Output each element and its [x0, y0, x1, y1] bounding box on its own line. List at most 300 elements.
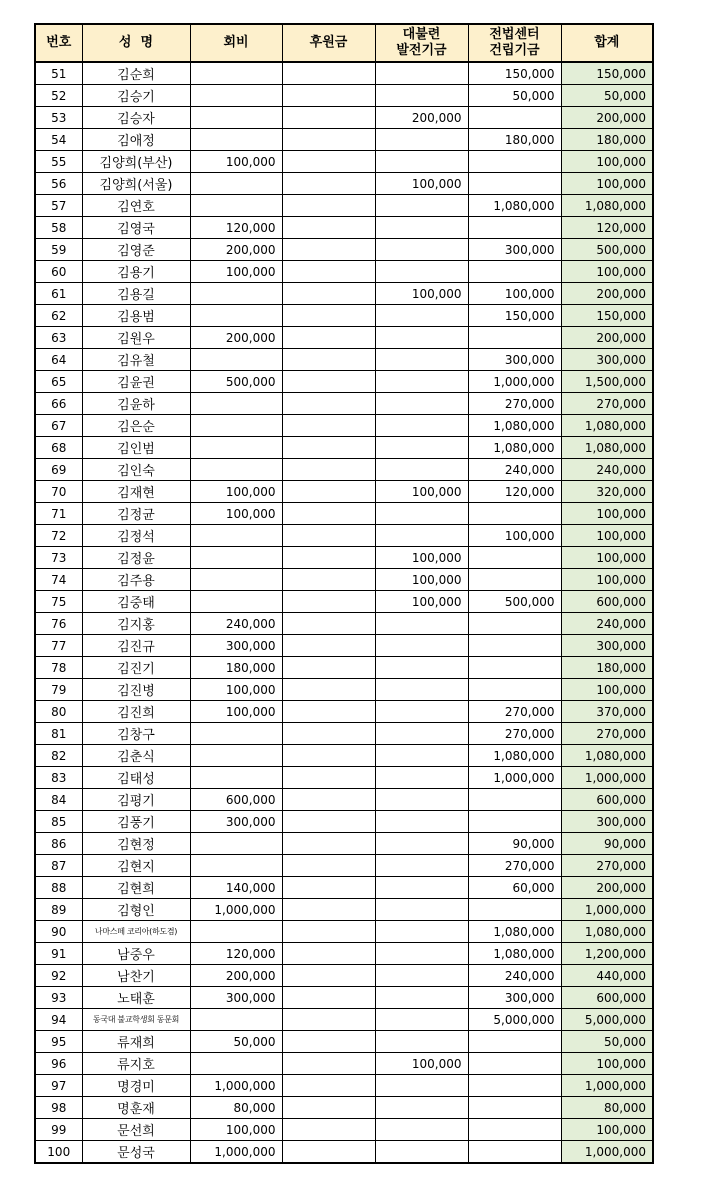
cell-center-building-fund [468, 217, 561, 239]
cell-name: 김연호 [82, 195, 190, 217]
cell-sponsorship [282, 129, 375, 151]
cell-sponsorship [282, 349, 375, 371]
cell-development-fund: 100,000 [375, 591, 468, 613]
cell-development-fund [375, 1031, 468, 1053]
table-row [35, 1075, 653, 1097]
cell-development-fund [375, 503, 468, 525]
cell-sponsorship [282, 943, 375, 965]
cell-name: 김춘식 [82, 745, 190, 767]
cell-total: 100,000 [561, 679, 653, 701]
cell-development-fund [375, 987, 468, 1009]
cell-development-fund [375, 129, 468, 151]
cell-number: 59 [35, 239, 82, 261]
cell-number: 81 [35, 723, 82, 745]
cell-total: 5,000,000 [561, 1009, 653, 1031]
cell-total: 100,000 [561, 525, 653, 547]
table-row [35, 1031, 653, 1053]
cell-total: 200,000 [561, 877, 653, 899]
cell-total: 1,080,000 [561, 437, 653, 459]
cell-sponsorship [282, 415, 375, 437]
cell-development-fund [375, 613, 468, 635]
cell-development-fund [375, 349, 468, 371]
cell-total: 200,000 [561, 107, 653, 129]
cell-number: 64 [35, 349, 82, 371]
cell-total: 100,000 [561, 151, 653, 173]
cell-total: 240,000 [561, 459, 653, 481]
cell-development-fund: 100,000 [375, 283, 468, 305]
cell-center-building-fund [468, 679, 561, 701]
cell-number: 66 [35, 393, 82, 415]
cell-fee [190, 129, 282, 151]
cell-development-fund [375, 415, 468, 437]
cell-sponsorship [282, 217, 375, 239]
cell-number: 67 [35, 415, 82, 437]
cell-center-building-fund [468, 173, 561, 195]
cell-center-building-fund: 1,080,000 [468, 437, 561, 459]
cell-sponsorship [282, 877, 375, 899]
cell-center-building-fund [468, 327, 561, 349]
cell-sponsorship [282, 591, 375, 613]
cell-development-fund [375, 1097, 468, 1119]
cell-fee [190, 745, 282, 767]
cell-total: 1,000,000 [561, 899, 653, 921]
cell-development-fund [375, 965, 468, 987]
cell-sponsorship [282, 173, 375, 195]
cell-sponsorship [282, 635, 375, 657]
cell-total: 270,000 [561, 723, 653, 745]
cell-fee [190, 85, 282, 107]
cell-number: 88 [35, 877, 82, 899]
cell-development-fund [375, 921, 468, 943]
cell-fee [190, 437, 282, 459]
cell-fee [190, 107, 282, 129]
table-row [35, 305, 653, 327]
table-row [35, 723, 653, 745]
cell-development-fund [375, 371, 468, 393]
cell-number: 77 [35, 635, 82, 657]
cell-name: 김진희 [82, 701, 190, 723]
cell-fee: 200,000 [190, 239, 282, 261]
header-number: 번호 [35, 24, 82, 62]
cell-center-building-fund [468, 261, 561, 283]
table-row [35, 591, 653, 613]
cell-sponsorship [282, 393, 375, 415]
cell-center-building-fund [468, 899, 561, 921]
cell-center-building-fund [468, 1097, 561, 1119]
cell-name: 김승기 [82, 85, 190, 107]
cell-center-building-fund: 1,080,000 [468, 921, 561, 943]
cell-name: 김창구 [82, 723, 190, 745]
cell-name: 김진병 [82, 679, 190, 701]
cell-total: 50,000 [561, 85, 653, 107]
table-row [35, 635, 653, 657]
cell-total: 320,000 [561, 481, 653, 503]
cell-fee: 1,000,000 [190, 1075, 282, 1097]
cell-fee: 100,000 [190, 701, 282, 723]
cell-development-fund [375, 261, 468, 283]
cell-name: 남중우 [82, 943, 190, 965]
cell-sponsorship [282, 327, 375, 349]
cell-number: 100 [35, 1141, 82, 1164]
header-development-fund-line1: 대불련 [402, 27, 441, 42]
cell-development-fund: 100,000 [375, 481, 468, 503]
cell-number: 76 [35, 613, 82, 635]
cell-total: 100,000 [561, 1119, 653, 1141]
header-center-building-fund-line1: 전법센터 [489, 27, 540, 42]
cell-number: 68 [35, 437, 82, 459]
cell-total: 300,000 [561, 349, 653, 371]
cell-fee: 600,000 [190, 789, 282, 811]
cell-center-building-fund [468, 1075, 561, 1097]
cell-number: 98 [35, 1097, 82, 1119]
cell-sponsorship [282, 723, 375, 745]
cell-development-fund [375, 943, 468, 965]
cell-number: 82 [35, 745, 82, 767]
table-row [35, 173, 653, 195]
cell-name: 김정윤 [82, 547, 190, 569]
cell-number: 61 [35, 283, 82, 305]
cell-center-building-fund: 150,000 [468, 305, 561, 327]
cell-fee: 120,000 [190, 943, 282, 965]
cell-sponsorship [282, 371, 375, 393]
cell-development-fund [375, 1009, 468, 1031]
cell-center-building-fund: 1,080,000 [468, 943, 561, 965]
cell-sponsorship [282, 459, 375, 481]
cell-number: 84 [35, 789, 82, 811]
cell-name: 김순희 [82, 62, 190, 85]
cell-center-building-fund [468, 1141, 561, 1164]
cell-center-building-fund [468, 657, 561, 679]
cell-fee: 300,000 [190, 635, 282, 657]
cell-name: 김지홍 [82, 613, 190, 635]
cell-fee: 100,000 [190, 481, 282, 503]
cell-number: 60 [35, 261, 82, 283]
cell-center-building-fund: 300,000 [468, 239, 561, 261]
cell-center-building-fund: 270,000 [468, 723, 561, 745]
cell-center-building-fund: 60,000 [468, 877, 561, 899]
cell-name: 김재현 [82, 481, 190, 503]
cell-center-building-fund: 90,000 [468, 833, 561, 855]
header-sponsorship: 후원금 [282, 24, 375, 62]
cell-total: 180,000 [561, 129, 653, 151]
donation-table [34, 23, 654, 1164]
cell-fee: 100,000 [190, 261, 282, 283]
cell-sponsorship [282, 525, 375, 547]
cell-number: 63 [35, 327, 82, 349]
cell-total: 600,000 [561, 987, 653, 1009]
cell-development-fund [375, 679, 468, 701]
cell-sponsorship [282, 789, 375, 811]
cell-center-building-fund [468, 789, 561, 811]
cell-total: 600,000 [561, 591, 653, 613]
cell-total: 270,000 [561, 855, 653, 877]
cell-development-fund [375, 789, 468, 811]
cell-number: 90 [35, 921, 82, 943]
cell-fee: 200,000 [190, 965, 282, 987]
cell-sponsorship [282, 1053, 375, 1075]
cell-name: 김인범 [82, 437, 190, 459]
cell-center-building-fund: 100,000 [468, 283, 561, 305]
cell-name: 김인숙 [82, 459, 190, 481]
cell-name: 김영준 [82, 239, 190, 261]
cell-development-fund [375, 1119, 468, 1141]
cell-fee [190, 62, 282, 85]
cell-number: 51 [35, 62, 82, 85]
cell-sponsorship [282, 261, 375, 283]
cell-development-fund [375, 525, 468, 547]
cell-fee [190, 1053, 282, 1075]
cell-name: 문선희 [82, 1119, 190, 1141]
cell-sponsorship [282, 745, 375, 767]
cell-name: 김양희(서울) [82, 173, 190, 195]
cell-center-building-fund: 1,000,000 [468, 767, 561, 789]
cell-total: 440,000 [561, 965, 653, 987]
cell-name: 김중태 [82, 591, 190, 613]
cell-total: 100,000 [561, 503, 653, 525]
cell-fee: 120,000 [190, 217, 282, 239]
cell-number: 56 [35, 173, 82, 195]
table-row [35, 745, 653, 767]
cell-name: 김현지 [82, 855, 190, 877]
cell-development-fund [375, 85, 468, 107]
cell-fee: 50,000 [190, 1031, 282, 1053]
cell-name: 남찬기 [82, 965, 190, 987]
cell-name: 류지호 [82, 1053, 190, 1075]
cell-development-fund: 100,000 [375, 1053, 468, 1075]
cell-center-building-fund: 120,000 [468, 481, 561, 503]
table-row [35, 415, 653, 437]
cell-center-building-fund [468, 811, 561, 833]
cell-name: 김정균 [82, 503, 190, 525]
table-row [35, 151, 653, 173]
cell-fee [190, 459, 282, 481]
cell-fee [190, 855, 282, 877]
cell-fee [190, 569, 282, 591]
cell-sponsorship [282, 833, 375, 855]
cell-center-building-fund: 270,000 [468, 393, 561, 415]
cell-development-fund: 100,000 [375, 173, 468, 195]
cell-fee [190, 305, 282, 327]
cell-fee: 100,000 [190, 503, 282, 525]
cell-number: 92 [35, 965, 82, 987]
cell-development-fund [375, 745, 468, 767]
cell-center-building-fund: 50,000 [468, 85, 561, 107]
cell-center-building-fund: 270,000 [468, 855, 561, 877]
cell-sponsorship [282, 1075, 375, 1097]
cell-fee [190, 921, 282, 943]
table-row [35, 965, 653, 987]
cell-sponsorship [282, 701, 375, 723]
table-row [35, 1097, 653, 1119]
cell-development-fund [375, 657, 468, 679]
cell-center-building-fund: 1,080,000 [468, 195, 561, 217]
cell-total: 150,000 [561, 62, 653, 85]
cell-sponsorship [282, 503, 375, 525]
cell-total: 90,000 [561, 833, 653, 855]
cell-sponsorship [282, 569, 375, 591]
cell-fee: 300,000 [190, 987, 282, 1009]
table-row [35, 877, 653, 899]
cell-sponsorship [282, 1009, 375, 1031]
cell-fee [190, 547, 282, 569]
cell-center-building-fund: 180,000 [468, 129, 561, 151]
cell-development-fund [375, 811, 468, 833]
cell-name: 김승자 [82, 107, 190, 129]
cell-center-building-fund: 500,000 [468, 591, 561, 613]
cell-sponsorship [282, 1031, 375, 1053]
table-row [35, 767, 653, 789]
table-row [35, 349, 653, 371]
table-row [35, 283, 653, 305]
cell-sponsorship [282, 811, 375, 833]
cell-total: 370,000 [561, 701, 653, 723]
cell-fee [190, 525, 282, 547]
cell-name: 김영국 [82, 217, 190, 239]
cell-number: 53 [35, 107, 82, 129]
cell-fee [190, 283, 282, 305]
cell-center-building-fund [468, 1119, 561, 1141]
cell-name: 김형인 [82, 899, 190, 921]
cell-number: 65 [35, 371, 82, 393]
cell-total: 80,000 [561, 1097, 653, 1119]
cell-total: 240,000 [561, 613, 653, 635]
cell-center-building-fund: 150,000 [468, 62, 561, 85]
table-header [35, 24, 653, 62]
cell-total: 100,000 [561, 547, 653, 569]
cell-total: 200,000 [561, 327, 653, 349]
cell-name: 김유철 [82, 349, 190, 371]
cell-name: 명훈재 [82, 1097, 190, 1119]
table-row [35, 85, 653, 107]
cell-name: 김애정 [82, 129, 190, 151]
cell-name: 김용길 [82, 283, 190, 305]
cell-center-building-fund [468, 1053, 561, 1075]
cell-name: 김양희(부산) [82, 151, 190, 173]
cell-development-fund [375, 899, 468, 921]
cell-center-building-fund [468, 151, 561, 173]
cell-fee: 100,000 [190, 151, 282, 173]
cell-development-fund [375, 151, 468, 173]
cell-name: 나마스떼 코리아(하도겸) [82, 921, 190, 943]
cell-center-building-fund [468, 635, 561, 657]
cell-sponsorship [282, 767, 375, 789]
cell-total: 1,500,000 [561, 371, 653, 393]
cell-development-fund [375, 877, 468, 899]
table-row [35, 525, 653, 547]
cell-total: 180,000 [561, 657, 653, 679]
cell-center-building-fund: 270,000 [468, 701, 561, 723]
cell-total: 600,000 [561, 789, 653, 811]
header-development-fund [375, 24, 468, 62]
cell-development-fund: 100,000 [375, 569, 468, 591]
header-center-building-fund [468, 24, 561, 62]
cell-number: 71 [35, 503, 82, 525]
cell-name: 김진기 [82, 657, 190, 679]
cell-fee: 100,000 [190, 1119, 282, 1141]
cell-total: 1,000,000 [561, 767, 653, 789]
table-row [35, 987, 653, 1009]
cell-development-fund [375, 62, 468, 85]
cell-sponsorship [282, 547, 375, 569]
cell-name: 김평기 [82, 789, 190, 811]
table-row [35, 701, 653, 723]
cell-total: 1,080,000 [561, 921, 653, 943]
cell-development-fund [375, 1075, 468, 1097]
cell-name: 김정석 [82, 525, 190, 547]
cell-total: 100,000 [561, 569, 653, 591]
cell-total: 50,000 [561, 1031, 653, 1053]
table-row [35, 62, 653, 85]
cell-fee: 1,000,000 [190, 899, 282, 921]
cell-number: 72 [35, 525, 82, 547]
table-row [35, 833, 653, 855]
cell-total: 200,000 [561, 283, 653, 305]
cell-fee: 1,000,000 [190, 1141, 282, 1164]
table-row [35, 327, 653, 349]
cell-sponsorship [282, 921, 375, 943]
cell-center-building-fund: 240,000 [468, 965, 561, 987]
table-row [35, 679, 653, 701]
table-row [35, 855, 653, 877]
header-fee: 회비 [190, 24, 282, 62]
cell-number: 55 [35, 151, 82, 173]
cell-number: 91 [35, 943, 82, 965]
cell-number: 95 [35, 1031, 82, 1053]
cell-name: 김현정 [82, 833, 190, 855]
table-row [35, 1009, 653, 1031]
cell-development-fund [375, 1141, 468, 1164]
cell-sponsorship [282, 1141, 375, 1164]
cell-sponsorship [282, 107, 375, 129]
cell-sponsorship [282, 657, 375, 679]
cell-number: 69 [35, 459, 82, 481]
table-row [35, 943, 653, 965]
cell-fee [190, 767, 282, 789]
table-row [35, 261, 653, 283]
cell-total: 1,200,000 [561, 943, 653, 965]
cell-development-fund [375, 437, 468, 459]
table-row [35, 195, 653, 217]
cell-sponsorship [282, 965, 375, 987]
cell-name: 명경미 [82, 1075, 190, 1097]
cell-name: 김용범 [82, 305, 190, 327]
cell-sponsorship [282, 151, 375, 173]
cell-center-building-fund: 300,000 [468, 987, 561, 1009]
cell-total: 1,080,000 [561, 415, 653, 437]
cell-number: 54 [35, 129, 82, 151]
cell-name: 김진규 [82, 635, 190, 657]
cell-development-fund [375, 393, 468, 415]
cell-total: 1,080,000 [561, 195, 653, 217]
cell-number: 79 [35, 679, 82, 701]
table-row [35, 899, 653, 921]
cell-sponsorship [282, 239, 375, 261]
cell-number: 52 [35, 85, 82, 107]
cell-fee [190, 591, 282, 613]
cell-total: 100,000 [561, 261, 653, 283]
cell-sponsorship [282, 987, 375, 1009]
cell-sponsorship [282, 62, 375, 85]
cell-total: 300,000 [561, 635, 653, 657]
table-row [35, 217, 653, 239]
header-total: 합계 [561, 24, 653, 62]
cell-sponsorship [282, 1119, 375, 1141]
table-row [35, 921, 653, 943]
cell-number: 85 [35, 811, 82, 833]
cell-fee [190, 723, 282, 745]
cell-number: 89 [35, 899, 82, 921]
cell-center-building-fund [468, 613, 561, 635]
